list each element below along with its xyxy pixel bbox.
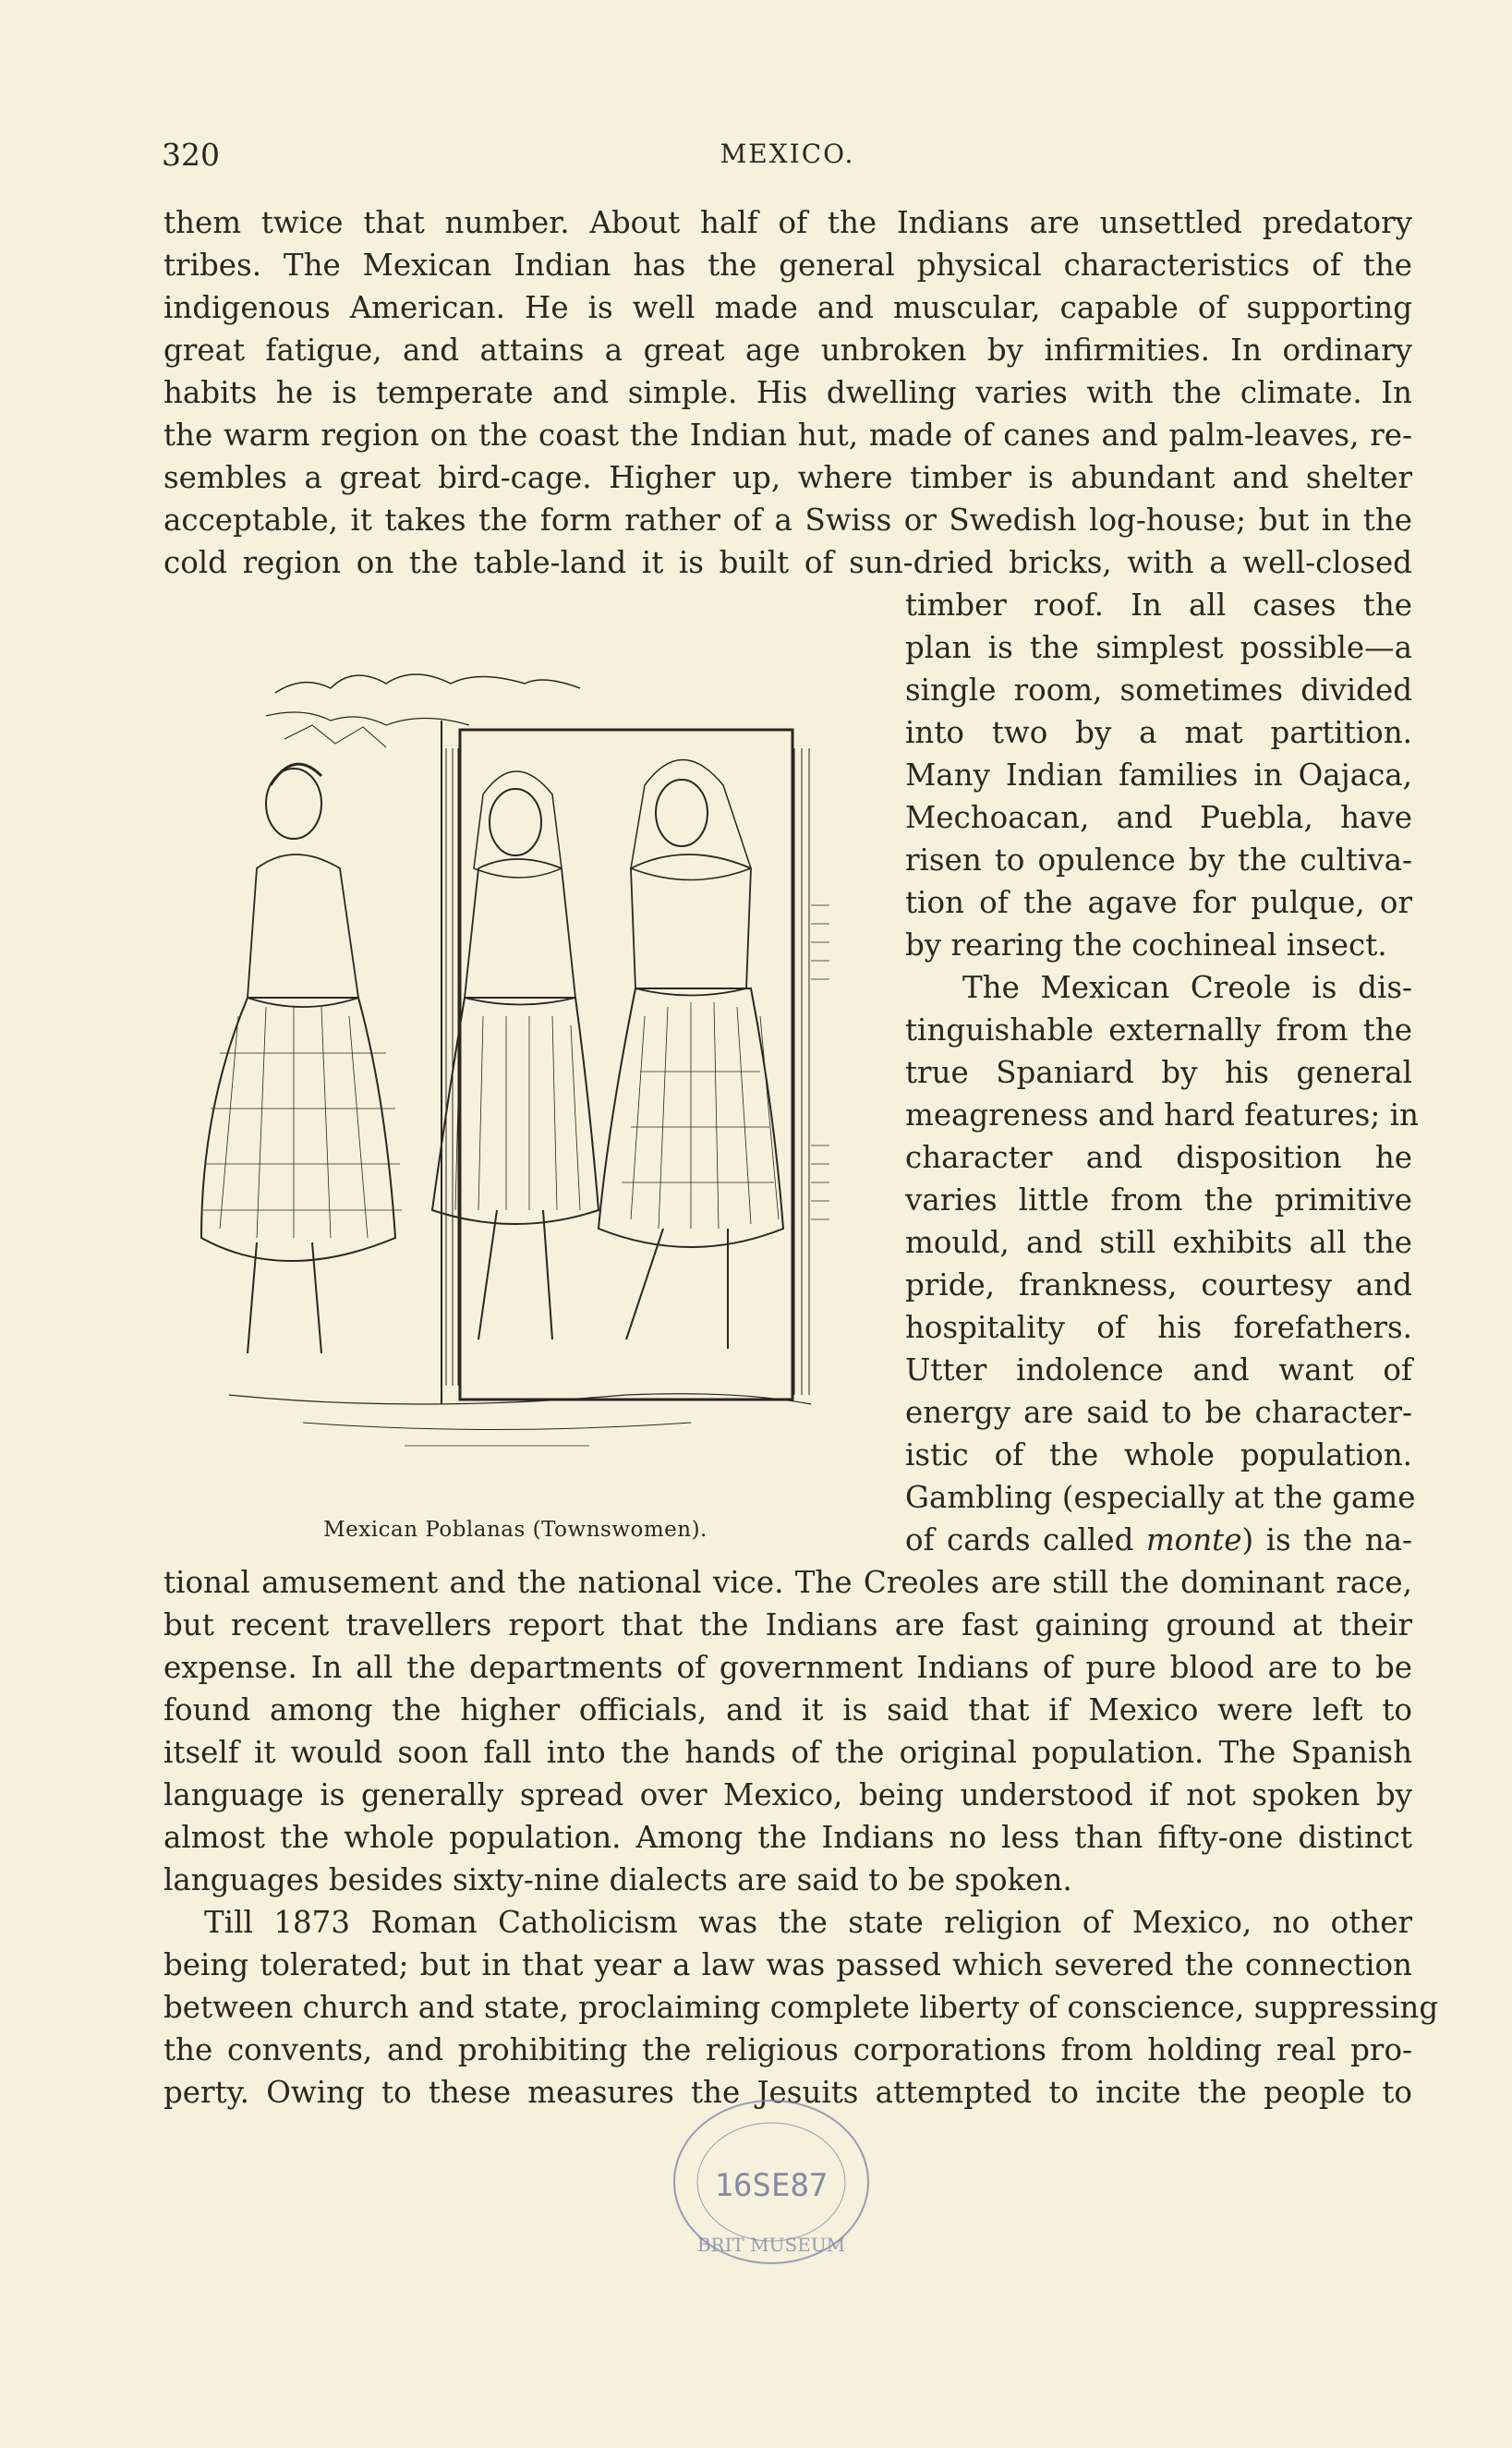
text-line: The Mexican Creole is dis-: [962, 970, 1412, 1005]
text-line: true Spaniard by his general: [905, 1055, 1412, 1090]
figure-caption: Mexican Poblanas (Townswomen).: [323, 1518, 708, 1542]
text-line: them twice that number. About half of the Indians are unsettled predatory: [163, 205, 1412, 240]
text-line: into two by a mat partition.: [905, 715, 1412, 750]
text-line: Many Indian families in Oajaca,: [905, 757, 1412, 793]
text-line: expense. In all the departments of government Indians of pure blood are to be: [163, 1650, 1412, 1685]
text-line: languages besides sixty-nine dialects are said to be spoken.: [163, 1862, 1072, 1897]
text-line: tion of the agave for pulque, or: [905, 885, 1412, 920]
text-line: risen to opulence by the cultiva-: [905, 842, 1412, 878]
text-line: itself it would soon fall into the hands of the original population. The Spanish: [163, 1735, 1412, 1770]
text-line: istic of the whole population.: [905, 1437, 1412, 1472]
text-line: cold region on the table-land it is built of sun-dried bricks, with a well-closed: [163, 545, 1412, 580]
library-stamp-icon: [665, 2092, 877, 2272]
italic-word: monte: [1145, 1522, 1242, 1557]
text-line: perty. Owing to these measures the Jesuits attempted to incite the people to: [163, 2075, 1412, 2110]
text-line-monte: of cards called monte) is the na-: [905, 1522, 1413, 1557]
text-line: Till 1873 Roman Catholicism was the state religion of Mexico, no other: [204, 1905, 1412, 1940]
text-line: meagreness and hard features; in: [905, 1097, 1419, 1133]
text-line: sembles a great bird-cage. Higher up, where timber is abundant and shelter: [163, 460, 1412, 495]
text-line: Utter indolence and want of: [905, 1352, 1412, 1388]
text-line: acceptable, it takes the form rather of a Swiss or Swedish log-house; but in the: [163, 503, 1412, 538]
text-line: timber roof. In all cases the: [905, 588, 1412, 623]
text-line: but recent travellers report that the Indians are fast gaining ground at their: [163, 1607, 1412, 1642]
text-line: habits he is temperate and simple. His dwelling varies with the climate. In: [163, 375, 1412, 410]
text-line: Gambling (especially at the game: [905, 1480, 1416, 1515]
text-line: being tolerated; but in that year a law was passed which severed the connection: [163, 1947, 1412, 1982]
text-line: the warm region on the coast the Indian hut, made of canes and palm-leaves, re-: [163, 418, 1412, 453]
text-line: almost the whole population. Among the Indians no less than fifty-one distinct: [163, 1820, 1412, 1855]
text-line: energy are said to be character-: [905, 1395, 1412, 1430]
text-line: tinguishable externally from the: [905, 1012, 1412, 1048]
running-title: MEXICO.: [720, 139, 855, 169]
text-line: found among the higher officials, and it is said that if Mexico were left to: [163, 1692, 1412, 1727]
text-line: single room, sometimes divided: [905, 673, 1412, 708]
page-header: [162, 137, 1413, 183]
text-line: indigenous American. He is well made and muscular, capable of supporting: [163, 290, 1412, 325]
text-line: varies little from the primitive: [905, 1182, 1412, 1218]
stamp-text: BRIT MUSEUM: [696, 2234, 846, 2256]
text-line: great fatigue, and attains a great age unbroken by infirmities. In ordinary: [163, 333, 1412, 368]
text-line: between church and state, proclaiming complete liberty of conscience, suppressing: [163, 1990, 1439, 2025]
engraving-three-women-icon: [164, 628, 866, 1487]
text-line: tional amusement and the national vice. The Creoles are still the dominant race,: [163, 1565, 1412, 1600]
page-number: 320: [162, 137, 220, 173]
text-line: Mechoacan, and Puebla, have: [905, 800, 1412, 835]
text-line: the convents, and prohibiting the religious corporations from holding real pro-: [163, 2032, 1412, 2067]
text-line: tribes. The Mexican Indian has the general physical characteristics of the: [163, 248, 1412, 283]
text-line: pride, frankness, courtesy and: [905, 1267, 1412, 1303]
text-line: mould, and still exhibits all the: [905, 1225, 1412, 1260]
text-line: plan is the simplest possible—a: [905, 630, 1412, 665]
stamp-date: 16SE87: [714, 2167, 829, 2204]
text-line: by rearing the cochineal insect.: [905, 927, 1387, 963]
text-line: character and disposition he: [905, 1140, 1412, 1175]
text-line: hospitality of his forefathers.: [905, 1310, 1412, 1345]
text-line: language is generally spread over Mexico, being understood if not spoken by: [163, 1777, 1412, 1812]
